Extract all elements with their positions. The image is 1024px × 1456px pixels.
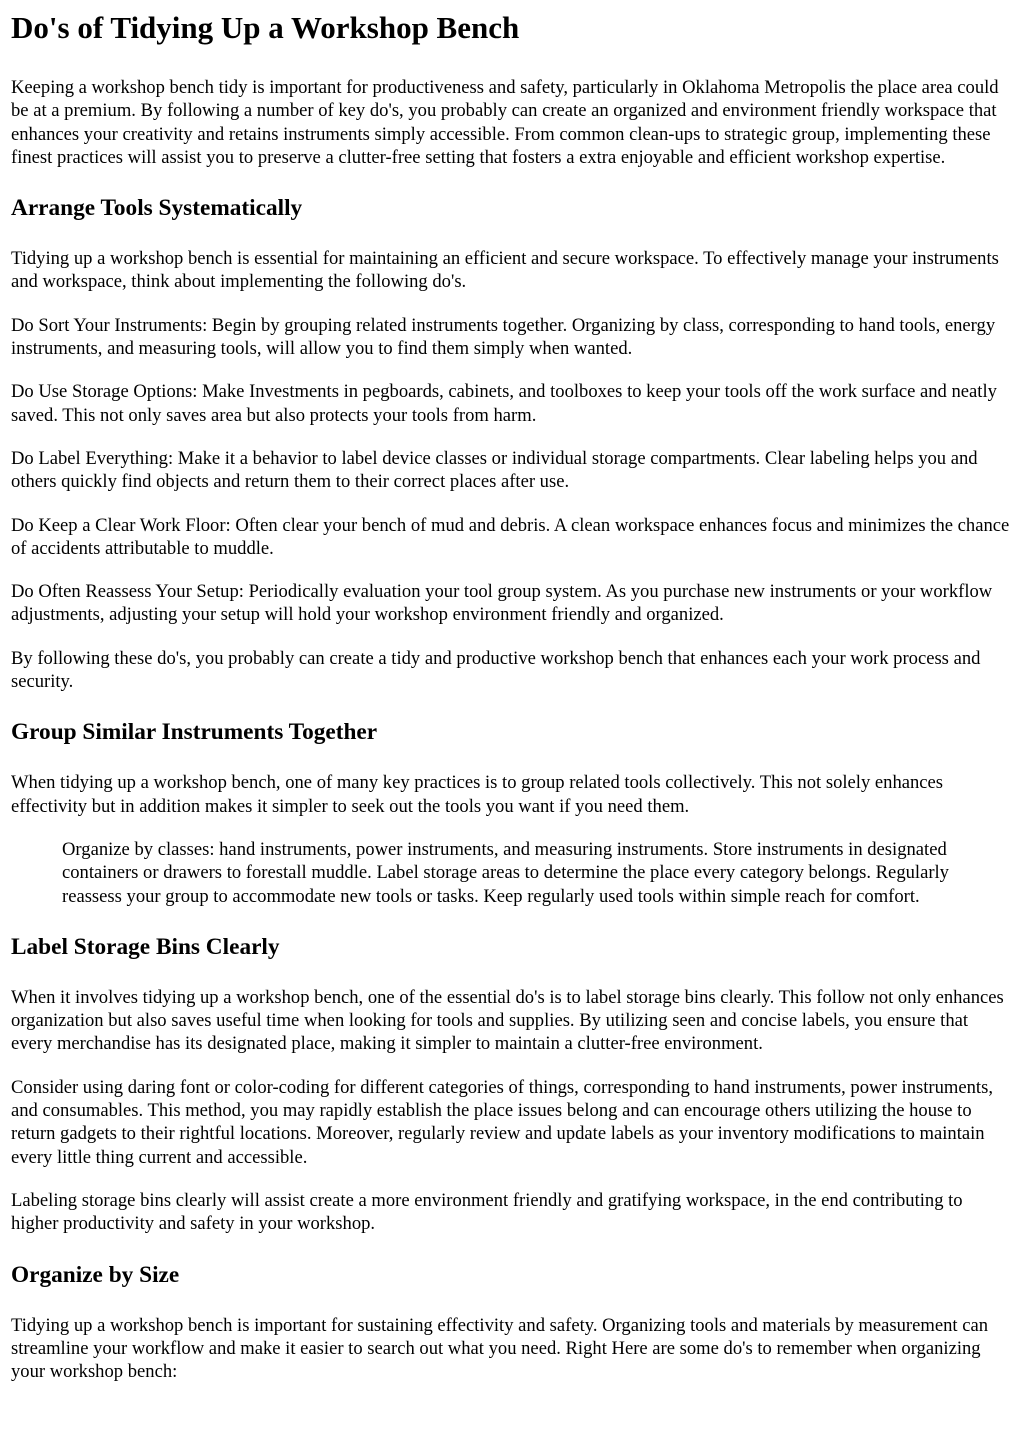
paragraph: Do Label Everything: Make it a behavior to label device classes or individual storage compartments. Clear labeling helps you and others quickly find objects and return them to their correct places after use.: [11, 447, 978, 493]
paragraph: Do Keep a Clear Work Floor: Often clear your bench of mud and debris. A clean workspace enhances focus and minimizes the chance of accidents attributable to muddle.: [11, 514, 1010, 559]
paragraph: Do Sort Your Instruments: Begin by grouping related instruments together. Organizing by class, corresponding to hand tools, energy instruments, and measuring tools, will allow you to find them simply when wanted.: [11, 314, 996, 360]
section-heading: Arrange Tools Systematically: [11, 195, 303, 222]
section-heading: Group Similar Instruments Together: [11, 719, 378, 746]
quote-block: Organize by classes: hand instruments, power instruments, and measuring instruments. Store instruments in designated containers or drawers to forestall muddle. Label storage areas to determine the place every category belongs. Regularly reassess your group to accommodate new tools or tasks. Keep regularly used tools within simple reach for comfort.: [62, 838, 949, 907]
page-title: Do's of Tidying Up a Workshop Bench: [11, 10, 520, 45]
paragraph: Tidying up a workshop bench is essential for maintaining an efficient and secure workspace. To effectively manage your instruments and workspace, think about implementing the following do's.: [11, 248, 999, 293]
paragraph: By following these do's, you probably can create a tidy and productive workshop bench that enhances each your work process and security.: [11, 647, 981, 693]
paragraph: When it involves tidying up a workshop bench, one of the essential do's is to label storage bins clearly. This follow not only enhances organization but also saves useful time when looking for tools and supplies. By utilizing seen and concise labels, you ensure that every merchandise has its designated place, making it simpler to maintain a clutter-free environment.: [11, 986, 1004, 1055]
paragraph: When tidying up a workshop bench, one of many key practices is to group related tools collectively. This not solely enhances effectivity but in addition makes it simpler to seek out the tools you want if you need them.: [11, 772, 944, 817]
article: [0, 10, 1024, 1383]
paragraph: Labeling storage bins clearly will assist create a more environment friendly and gratifying workspace, in the end contributing to higher productivity and safety in your workshop.: [11, 1189, 963, 1235]
paragraph: Tidying up a workshop bench is important for sustaining effectivity and safety. Organizing tools and materials by measurement can streamline your workflow and make it easier to search out what you need. Right Here are some do's to remember when organizing your workshop bench:: [11, 1314, 988, 1383]
section-heading: Organize by Size: [11, 1261, 180, 1288]
paragraph: Do Use Storage Options: Make Investments in pegboards, cabinets, and toolboxes to keep your tools off the work surface and neatly saved. This not only saves area but also protects your tools from harm.: [11, 381, 997, 426]
section-heading: Label Storage Bins Clearly: [11, 933, 280, 960]
paragraph: Do Often Reassess Your Setup: Periodically evaluation your tool group system. As you purchase new instruments or your workflow adjustments, adjusting your setup will hold your workshop environment friendly and organized.: [11, 581, 993, 626]
intro-paragraph: Keeping a workshop bench tidy is important for productiveness and safety, particularly in Oklahoma Metropolis the place area could be at a premium. By following a number of key do's, you probably can create an organized and environment friendly workspace that enhances your creativity and retains instruments simply accessible. From common clean-ups to strategic group, implementing these finest practices will assist you to preserve a clutter-free setting that fosters a extra enjoyable and efficient workshop expertise.: [11, 77, 999, 168]
paragraph: Consider using daring font or color-coding for different categories of things, corresponding to hand instruments, power instruments, and consumables. This method, you may rapidly establish the place issues belong and can encourage others utilizing the house to return gadgets to their rightful locations. Moreover, regularly review and update labels as your inventory modifications to maintain every little thing current and accessible.: [11, 1076, 993, 1168]
